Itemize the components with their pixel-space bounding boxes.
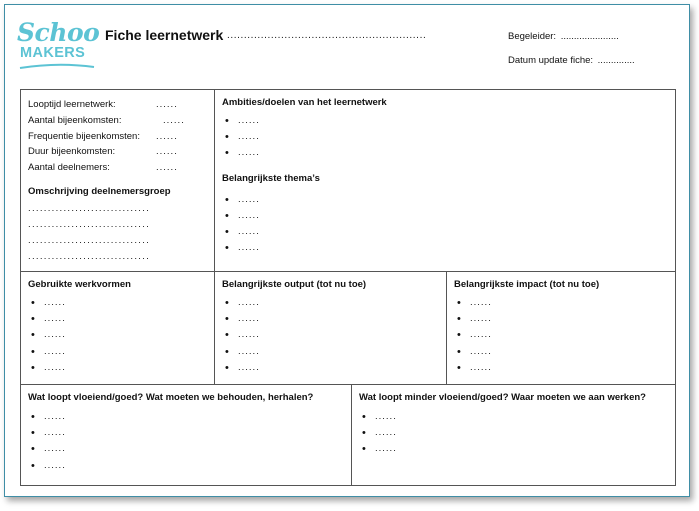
list-item[interactable]: • ......: [359, 409, 669, 425]
info-cell: [21, 90, 215, 272]
list-item[interactable]: • ......: [222, 327, 440, 343]
info-value[interactable]: ......: [156, 162, 178, 174]
list-item[interactable]: • ......: [28, 295, 208, 311]
info-value[interactable]: ......: [156, 130, 178, 142]
impact-list: [454, 295, 669, 376]
minder-list: [359, 409, 669, 458]
logo-swoosh: [18, 63, 96, 71]
begeleider-input[interactable]: ......................: [560, 31, 619, 42]
goed-list: [28, 409, 345, 474]
list-item[interactable]: • ......: [454, 295, 669, 311]
info-label: Duur bijeenkomsten:: [28, 146, 116, 158]
update-date-field: [508, 55, 635, 66]
werkvormen-cell: [21, 272, 215, 385]
begeleider-field: [508, 31, 619, 42]
page-title: Fiche leernetwerk: [105, 27, 224, 43]
list-item[interactable]: • ......: [222, 240, 669, 256]
list-item[interactable]: • ......: [28, 311, 208, 327]
schoolmakers-logo: [15, 19, 99, 71]
impact-heading: Belangrijkste impact (tot nu toe): [454, 279, 600, 290]
group-line[interactable]: ...............................: [28, 218, 151, 230]
goed-cell: [21, 385, 352, 485]
list-item[interactable]: • ......: [222, 113, 669, 129]
info-label: Looptijd leernetwerk:: [28, 99, 116, 110]
list-item[interactable]: • ......: [28, 327, 208, 343]
group-heading: Omschrijving deelnemersgroep: [28, 185, 171, 197]
info-label: Aantal bijeenkomsten:: [28, 114, 122, 126]
fiche-grid: [20, 89, 676, 486]
ambities-list: [222, 113, 669, 162]
begeleider-label: Begeleider:: [508, 31, 557, 42]
info-value[interactable]: ......: [156, 99, 178, 110]
list-item[interactable]: • ......: [28, 360, 208, 376]
list-item[interactable]: • ......: [454, 311, 669, 327]
info-value[interactable]: ......: [156, 146, 178, 158]
list-item[interactable]: • ......: [222, 208, 669, 224]
list-item[interactable]: • ......: [222, 129, 669, 145]
list-item[interactable]: • ......: [28, 409, 345, 425]
group-line[interactable]: ...............................: [28, 234, 151, 246]
list-item[interactable]: • ......: [222, 344, 440, 360]
list-item[interactable]: • ......: [28, 425, 345, 441]
logo-text-bottom: MAKERS: [20, 45, 86, 61]
list-item[interactable]: • ......: [28, 344, 208, 360]
goed-heading: Wat loopt vloeiend/goed? Wat moeten we behouden, herhalen?: [28, 392, 314, 403]
list-item[interactable]: • ......: [359, 425, 669, 441]
info-row: [28, 160, 208, 176]
group-line[interactable]: ...............................: [28, 202, 151, 214]
output-list: [222, 295, 440, 376]
list-item[interactable]: • ......: [454, 344, 669, 360]
list-item[interactable]: • ......: [454, 360, 669, 376]
group-lines: [28, 201, 208, 265]
themas-heading: Belangrijkste thema’s: [222, 172, 320, 184]
info-row: [28, 129, 208, 145]
werkvormen-heading: Gebruikte werkvormen: [28, 279, 131, 290]
ambities-cell: [215, 90, 675, 272]
list-item[interactable]: • ......: [28, 441, 345, 457]
info-list: [28, 97, 208, 176]
list-item[interactable]: • ......: [359, 441, 669, 457]
output-heading: Belangrijkste output (tot nu toe): [222, 279, 367, 290]
info-label: Aantal deelnemers:: [28, 162, 110, 174]
update-date-input[interactable]: ..............: [597, 55, 635, 66]
fiche-sheet: [4, 4, 690, 497]
info-row: [28, 113, 208, 129]
list-item[interactable]: • ......: [28, 458, 345, 474]
list-item[interactable]: • ......: [454, 327, 669, 343]
info-label: Frequentie bijeenkomsten:: [28, 130, 140, 142]
update-date-label: Datum update fiche:: [508, 55, 594, 66]
output-cell: [215, 272, 447, 385]
themas-list: [222, 192, 669, 257]
list-item[interactable]: • ......: [222, 145, 669, 161]
ambities-heading: Ambities/doelen van het leernetwerk: [222, 97, 387, 108]
list-item[interactable]: • ......: [222, 295, 440, 311]
list-item[interactable]: • ......: [222, 192, 669, 208]
title-fill-line[interactable]: ...........................................................: [227, 30, 427, 41]
list-item[interactable]: • ......: [222, 360, 440, 376]
werkvormen-list: [28, 295, 208, 376]
group-line[interactable]: ...............................: [28, 250, 151, 262]
minder-cell: [352, 385, 675, 485]
minder-heading: Wat loopt minder vloeiend/goed? Waar moeten we aan werken?: [359, 392, 646, 403]
list-item[interactable]: • ......: [222, 311, 440, 327]
info-value[interactable]: ......: [163, 114, 185, 126]
logo-text-top: Schoo: [17, 18, 100, 47]
info-row: [28, 97, 208, 113]
info-row: [28, 144, 208, 160]
impact-cell: [447, 272, 675, 385]
list-item[interactable]: • ......: [222, 224, 669, 240]
